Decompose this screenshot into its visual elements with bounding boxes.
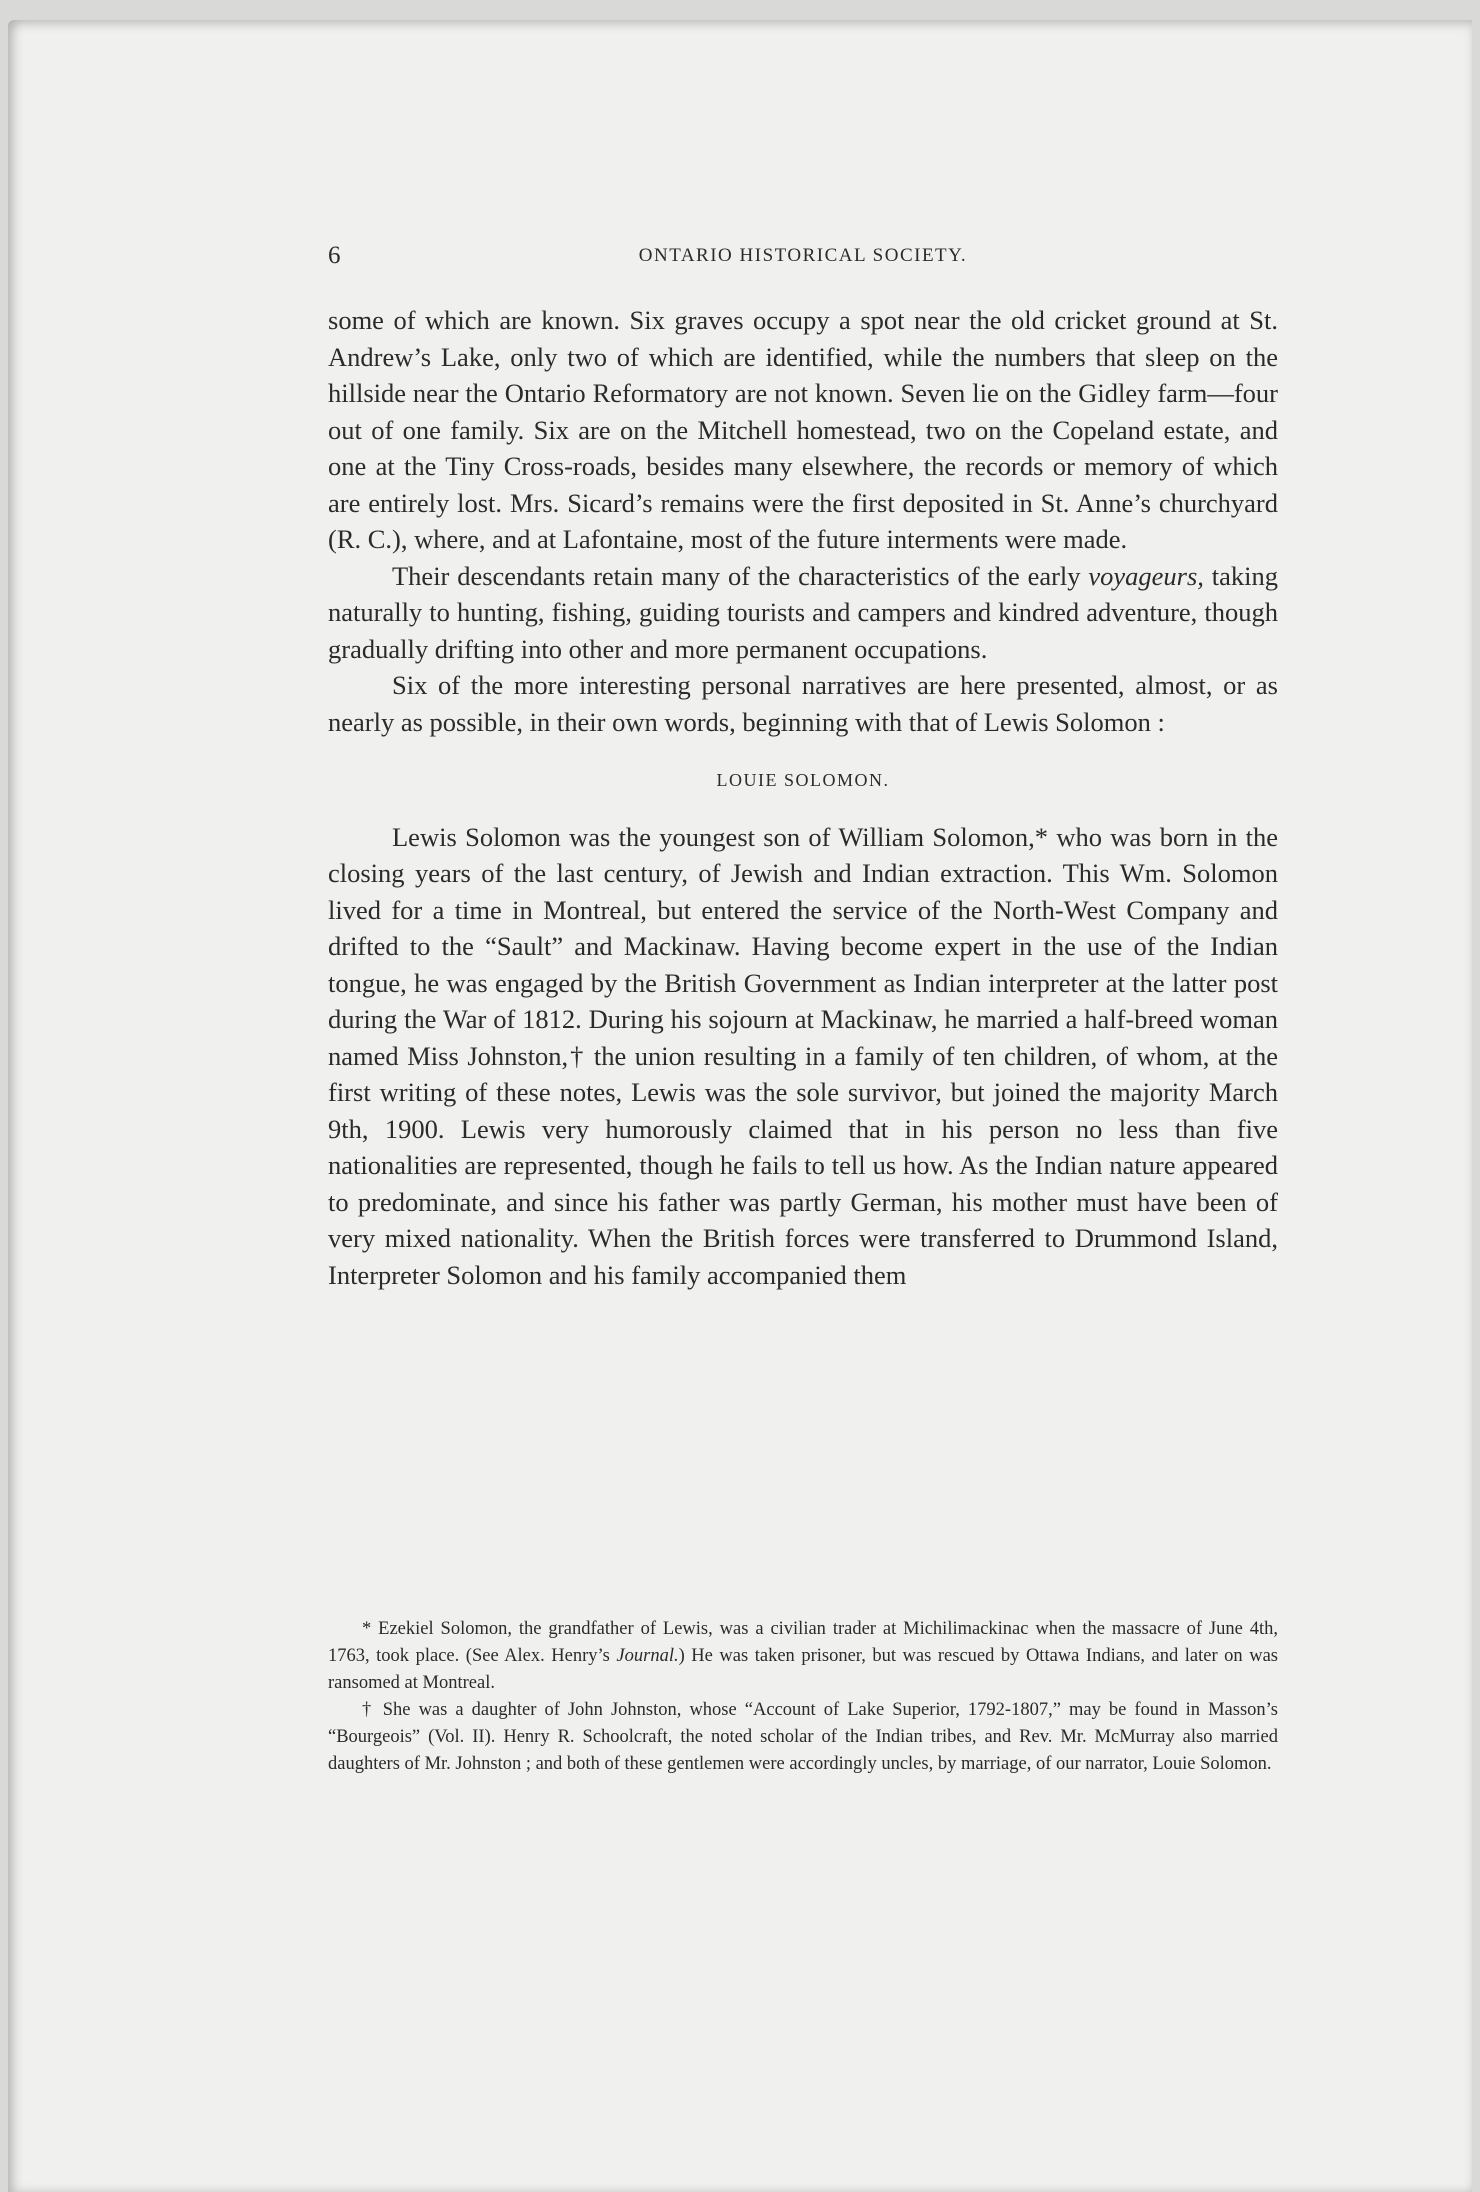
footnote-ezekiel-end: ) He was taken prisoner, but was rescued by Ottawa Indians, and later on was ransomed at Montreal.: [328, 1646, 1278, 1693]
paragraph-descendants-rest: taking naturally to hunting, fishing, guiding tourists and campers and kindred adventure, though gradually drifting into other and more permanent occupations.: [328, 560, 1279, 664]
footnotes: [328, 1616, 1278, 1778]
paragraph-descendants-start: Their descendants retain many of the characteristics of the early: [392, 560, 1081, 591]
paragraph-descendants: [328, 558, 1278, 668]
footnote-ezekiel: [328, 1616, 1278, 1697]
body-text: [328, 302, 1278, 1293]
voyageurs-italic: voyageurs,: [1088, 560, 1204, 591]
journal-title: ONTARIO HISTORICAL SOCIETY.: [638, 245, 968, 266]
paragraph-lewis-solomon: Lewis Solomon was the youngest son of William Solomon,* who was born in the closing years of the last century, of Jewish and Indian extraction. This Wm. Solomon lived for a time in Montreal, but entered the service of the North-West Company and drifted to the “Sault” and Mackinaw. Having become expert in the use of the Indian tongue, he was engaged by the British Government as Indian interpreter at the latter post during the War of 1812. During his sojourn at Mackinaw, he married a half-breed woman named Miss Johnston,† the union resulting in a family of ten children, of whom, at the first writing of these notes, Lewis was the sole survivor, but joined the majority March 9th, 1900. Lewis very humorously claimed that in his person no less than five nationalities are represented, though he fails to tell us how. As the Indian nature appeared to predominate, and since his father was partly German, his mother must have been of very mixed nationality. When the British forces were transferred to Drummond Island, Interpreter Solomon and his family accompanied them: [328, 821, 1278, 1290]
section-heading: LOUIE SOLOMON.: [716, 770, 890, 790]
journal-italic: Journal.: [616, 1646, 679, 1666]
running-head: [328, 242, 1278, 278]
paragraph-narratives: Six of the more interesting personal narratives are here presented, almost, or as nearly as possible, in their own words, beginning with that of Lewis Solomon :: [328, 670, 1278, 737]
paragraph-graves: some of which are known. Six graves occupy a spot near the old cricket ground at St. Andrew’s Lake, only two of which are identified, while the numbers that sleep on the hillside near the Ontario Reformatory are not known. Seven lie on the Gidley farm—four out of one family. Six are on the Mitchell homestead, two on the Copeland estate, and one at the Tiny Cross-roads, besides many elsewhere, the records or memory of which are entirely lost. Mrs. Sicard’s remains were the first deposited in St. Anne’s churchyard (R. C.), where, and at Lafontaine, most of the future interments were made.: [328, 305, 1278, 554]
footnote-johnston: † She was a daughter of John Johnston, whose “Account of Lake Superior, 1792-1807,” may be found in Masson’s “Bourgeois” (Vol. II). Henry R. Schoolcraft, the noted scholar of the Indian tribes, and Rev. Mr. McMurray also married daughters of Mr. Johnston ; and both of these gentlemen were accordingly uncles, by marriage, of our narrator, Louie Solomon.: [328, 1700, 1278, 1774]
footnote-ezekiel-start: * Ezekiel Solomon, the grandfather of Lewis, was a civilian trader at Michilimackinac when the massacre of June 4th, 1763, took place. (See Alex. Henry’s: [328, 1619, 1278, 1666]
page-number: 6: [328, 242, 341, 269]
